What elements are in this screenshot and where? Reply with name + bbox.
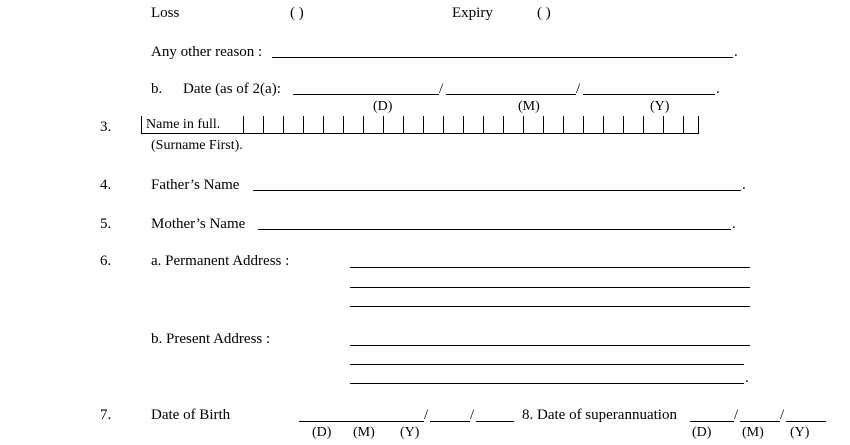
date-of-birth-label: Date of Birth xyxy=(151,407,231,423)
box-divider xyxy=(323,116,324,134)
box-divider xyxy=(283,116,284,134)
item3-sub-label: (Surname First). xyxy=(151,138,243,153)
box-divider xyxy=(423,116,424,134)
box-divider xyxy=(503,116,504,134)
item3-number: 3. xyxy=(100,119,112,135)
expiry-label: Expiry xyxy=(452,5,493,21)
item5-number: 5. xyxy=(100,216,112,232)
item5-end: . xyxy=(732,216,736,232)
superannuation-d-label: (D) xyxy=(692,425,712,440)
date-as-of-sep2: / xyxy=(576,81,581,97)
present-address-label: b. Present Address : xyxy=(151,331,271,347)
box-divider xyxy=(523,116,524,134)
loss-label: Loss xyxy=(151,5,180,21)
superannuation-day-field[interactable] xyxy=(690,421,734,422)
expiry-checkbox[interactable]: ( ) xyxy=(537,5,551,21)
item4-end: . xyxy=(742,177,746,193)
box-divider xyxy=(623,116,624,134)
date-as-of-y-label: (Y) xyxy=(650,99,670,114)
item4-number: 4. xyxy=(100,177,112,193)
superannuation-month-field[interactable] xyxy=(740,421,780,422)
date-as-of-sep1: / xyxy=(439,81,444,97)
other-reason-label: Any other reason : xyxy=(151,44,263,60)
box-divider xyxy=(698,116,699,134)
box-divider xyxy=(563,116,564,134)
superannuation-m-label: (M) xyxy=(742,425,764,440)
box-divider xyxy=(583,116,584,134)
permanent-address-label: a. Permanent Address : xyxy=(151,253,290,269)
present-address-line-3[interactable] xyxy=(350,383,744,384)
present-address-line-1[interactable] xyxy=(350,345,750,346)
mothers-name-field[interactable] xyxy=(258,229,731,230)
dob-d-label: (D) xyxy=(312,425,332,440)
date-as-of-prefix: b. xyxy=(151,81,163,97)
other-reason-end: . xyxy=(734,44,738,60)
item7-number: 7. xyxy=(100,407,112,423)
superannuation-label: 8. Date of superannuation xyxy=(522,407,677,423)
other-reason-field[interactable] xyxy=(272,57,733,58)
date-as-of-month-field[interactable] xyxy=(446,94,576,95)
box-divider xyxy=(483,116,484,134)
dob-y-label: (Y) xyxy=(400,425,420,440)
name-boxes-baseline xyxy=(141,133,699,134)
box-divider xyxy=(263,116,264,134)
box-divider xyxy=(463,116,464,134)
box-divider xyxy=(603,116,604,134)
dob-sep-1: / xyxy=(424,407,429,423)
dob-year-field[interactable] xyxy=(476,421,514,422)
box-divider xyxy=(403,116,404,134)
present-address-line-2[interactable] xyxy=(350,364,744,365)
box-divider xyxy=(343,116,344,134)
name-in-full-boxes[interactable] xyxy=(141,116,699,134)
date-as-of-d-label: (D) xyxy=(373,99,393,114)
superannuation-sep-1: / xyxy=(734,407,739,423)
date-as-of-year-field[interactable] xyxy=(583,94,715,95)
box-divider xyxy=(243,116,244,134)
item3-label: Name in full. xyxy=(146,117,221,132)
date-as-of-day-field[interactable] xyxy=(293,94,439,95)
present-address-end: . xyxy=(745,370,749,386)
box-divider xyxy=(303,116,304,134)
item6-number: 6. xyxy=(100,253,112,269)
dob-month-field[interactable] xyxy=(430,421,470,422)
superannuation-sep-2: / xyxy=(780,407,785,423)
box-divider xyxy=(141,116,142,134)
box-divider xyxy=(383,116,384,134)
fathers-name-field[interactable] xyxy=(253,190,741,191)
box-divider xyxy=(543,116,544,134)
superannuation-year-field[interactable] xyxy=(786,421,826,422)
permanent-address-line-2[interactable] xyxy=(350,287,750,288)
date-as-of-end: . xyxy=(716,81,720,97)
permanent-address-line-1[interactable] xyxy=(350,267,750,268)
box-divider xyxy=(363,116,364,134)
date-as-of-m-label: (M) xyxy=(518,99,540,114)
box-divider xyxy=(683,116,684,134)
box-divider xyxy=(643,116,644,134)
superannuation-y-label: (Y) xyxy=(790,425,810,440)
permanent-address-line-3[interactable] xyxy=(350,306,750,307)
box-divider xyxy=(663,116,664,134)
dob-day-field[interactable] xyxy=(299,421,424,422)
date-as-of-label: Date (as of 2(a): xyxy=(183,81,281,97)
mothers-name-label: Mother’s Name xyxy=(151,216,246,232)
fathers-name-label: Father’s Name xyxy=(151,177,240,193)
box-divider xyxy=(443,116,444,134)
dob-m-label: (M) xyxy=(353,425,375,440)
loss-checkbox[interactable]: ( ) xyxy=(290,5,304,21)
dob-sep-2: / xyxy=(470,407,475,423)
